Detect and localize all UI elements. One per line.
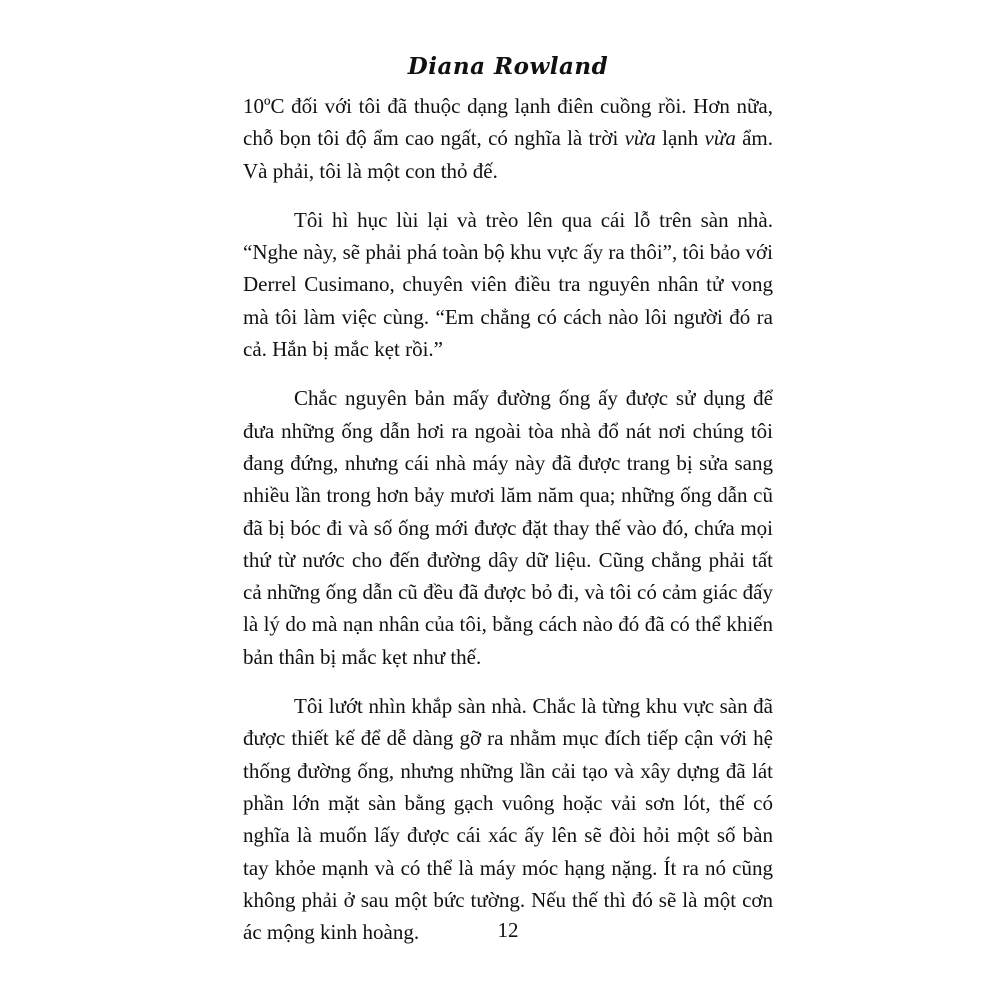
paragraph-1-part-3: lạnh <box>655 126 705 151</box>
running-header-author: Diana Rowland <box>407 53 609 80</box>
paragraph-3: Chắc nguyên bản mấy đường ống ấy được sử dụng để đưa những ống dẫn hơi ra ngoài tòa nhà đổ nát nơi chúng tôi đang đứng, nhưng cái nhà máy này đã được trang bị sửa sang nhiều lần trong hơn bảy mươi lăm năm qua; những ống dẫn cũ đã bị bóc đi và số ống mới được đặt thay thế vào đó, chứa mọi thứ từ nước cho đến đường dây dữ liệu. Cũng chẳng phải tất cả những ống dẫn cũ đều đã được bỏ đi, và tôi có cảm giác đấy là lý do mà nạn nhân của tôi, bằng cách nào đó đã có thể khiến bản thân bị mắc kẹt như thế. <box>243 386 773 669</box>
paragraph-4: Tôi lướt nhìn khắp sàn nhà. Chắc là từng khu vực sàn đã được thiết kế để dễ dàng gỡ ra nhằm mục đích tiếp cận với hệ thống đường ống, nhưng những lần cải tạo và xây dựng đã lát phần lớn mặt sàn bằng gạch vuông hoặc vải sơn lót, thế có nghĩa là muốn lấy được cái xác ấy lên sẽ đòi hỏi một số bàn tay khỏe mạnh và có thể là máy móc hạng nặng. Ít ra nó cũng không phải ở sau một bức tường. Nếu thế thì đó sẽ là một cơn ác mộng kinh hoàng. <box>243 694 773 945</box>
paragraph-1-emphasis-1: vừa <box>624 126 656 151</box>
paragraph-2: Tôi hì hục lùi lại và trèo lên qua cái lỗ trên sàn nhà. “Nghe này, sẽ phải phá toàn bộ khu vực ấy ra thôi”, tôi bảo với Derrel Cusimano, chuyên viên điều tra nguyên nhân tử vong mà tôi làm việc cùng. “Em chẳng có cách nào lôi người đó ra cả. Hắn bị mắc kẹt rồi.” <box>243 207 773 362</box>
paragraph-1-part-1: 10ºC đối với tôi đã thuộc dạng lạnh điên cuồng rồi. Hơn nữa, chỗ bọn tôi độ ẩm cao ngất, có nghĩa là trời <box>243 94 773 151</box>
book-page <box>243 52 773 952</box>
page-number: 12 <box>497 918 519 942</box>
paragraph-1-emphasis-2: vừa <box>704 126 736 151</box>
paragraph-1 <box>243 90 773 187</box>
body-text <box>243 90 773 948</box>
paragraph-1-part-5: ẩm. Và phải, tôi là một con thỏ đế. <box>243 126 774 183</box>
